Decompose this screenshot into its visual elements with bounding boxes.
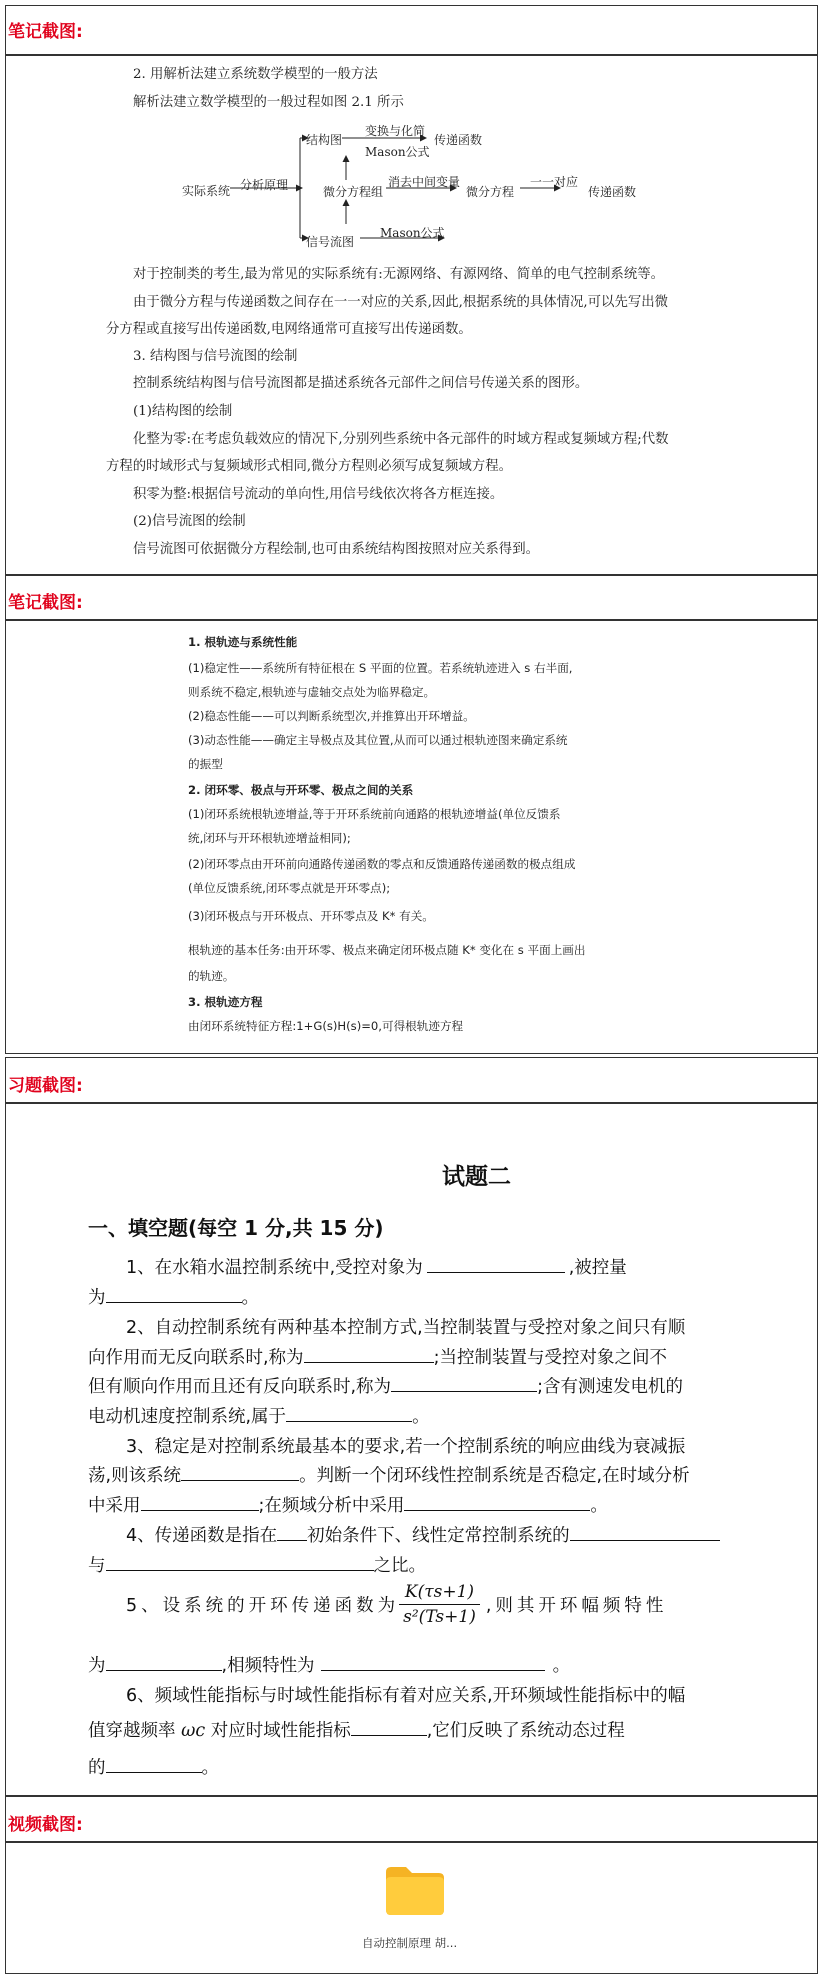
q6-blank-2[interactable] bbox=[106, 1755, 202, 1773]
video-label: 视频截图: bbox=[8, 1815, 83, 1835]
q3-text-d: 中采用 bbox=[88, 1496, 141, 1516]
q5-line1 bbox=[126, 1582, 667, 1627]
notes1-p4a: 化整为零:在考虑负载效应的情况下,分别列些系统中各元部件的时域方程或复频域方程;代数 bbox=[133, 432, 669, 447]
diag-mason-top: Mason公式 bbox=[365, 145, 430, 159]
notes2-l13: 由闭环系统特征方程:1+G(s)H(s)=0,可得根轨迹方程 bbox=[188, 1019, 464, 1033]
notes1-h32: (2)信号流图的绘制 bbox=[133, 514, 246, 529]
q2-line2 bbox=[88, 1344, 667, 1369]
q2-blank-1[interactable] bbox=[304, 1345, 434, 1363]
diag-diff-eq-group: 微分方程组 bbox=[323, 185, 384, 199]
q2-blank-3[interactable] bbox=[286, 1404, 412, 1422]
diag-eliminate-var: 消去中间变量 bbox=[388, 175, 461, 189]
q6-text-e: 的 bbox=[88, 1758, 106, 1778]
q2-text-e: ;含有测速发电机的 bbox=[537, 1377, 683, 1397]
diag-tf-top: 传递函数 bbox=[434, 133, 483, 147]
diag-tf-mid: 传递函数 bbox=[588, 185, 637, 199]
notes2-l4: (3)动态性能——确定主导极点及其位置,从而可以通过根轨迹图来确定系统 bbox=[188, 733, 568, 747]
q5-blank-1[interactable] bbox=[106, 1653, 222, 1671]
notes1-p6: 信号流图可依据微分方程绘制,也可由系统结构图按照对应关系得到。 bbox=[133, 542, 539, 557]
diag-transform-simplify: 变换与化简 bbox=[365, 124, 426, 138]
folder-name[interactable]: 自动控制原理 胡... bbox=[362, 1936, 458, 1950]
q4-text-b: 初始条件下、线性定常控制系统的 bbox=[307, 1526, 570, 1546]
folder-icon[interactable] bbox=[384, 1864, 446, 1916]
notes1-heading: 2. 用解析法建立系统数学模型的一般方法 bbox=[133, 67, 378, 82]
exercise-section-heading: 一、填空题(每空 1 分,共 15 分) bbox=[88, 1216, 384, 1240]
q4-line2 bbox=[88, 1552, 426, 1577]
notes2-h1: 1. 根轨迹与系统性能 bbox=[188, 635, 298, 649]
diag-signal-flow: 信号流图 bbox=[306, 235, 355, 249]
notes2-l2: 则系统不稳定,根轨迹与虚轴交点处为临界稳定。 bbox=[188, 685, 436, 699]
q4-blank-3[interactable] bbox=[106, 1553, 374, 1571]
q5-text-c: 为 bbox=[88, 1656, 106, 1676]
q5-numerator: K(τs+1) bbox=[399, 1582, 480, 1605]
q3-line2 bbox=[88, 1462, 690, 1487]
diag-one-to-one: 一一对应 bbox=[530, 175, 579, 189]
notes1-p3: 控制系统结构图与信号流图都是描述系统各元部件之间信号传递关系的图形。 bbox=[133, 376, 589, 391]
notes2-h2: 2. 闭环零、极点与开环零、极点之间的关系 bbox=[188, 783, 414, 797]
notes-label-1: 笔记截图: bbox=[8, 22, 83, 42]
q3-blank-3[interactable] bbox=[404, 1493, 590, 1511]
diag-mason-bottom: Mason公式 bbox=[380, 226, 445, 240]
q2-blank-2[interactable] bbox=[391, 1374, 537, 1392]
notes-frame-2 bbox=[5, 575, 818, 620]
q6-line2 bbox=[88, 1717, 625, 1742]
q2-text-d: 但有顺向作用而且还有反向联系时,称为 bbox=[88, 1377, 392, 1397]
q3-text-b: 荡,则该系统 bbox=[88, 1466, 182, 1486]
q1-text-a: 1、在水箱水温控制系统中,受控对象为 bbox=[126, 1258, 423, 1278]
q4-text-d: 之比。 bbox=[373, 1556, 426, 1576]
q1-text-c: 为 bbox=[88, 1288, 106, 1308]
notes2-l7: 统,闭环与开环根轨迹增益相同); bbox=[188, 831, 351, 845]
diag-analysis-principle: 分析原理 bbox=[240, 178, 289, 192]
q2-text-b: 向作用而无反向联系时,称为 bbox=[88, 1348, 304, 1368]
q1-blank-2[interactable] bbox=[106, 1285, 242, 1303]
q6-line1: 6、频域性能指标与时域性能指标有着对应关系,开环频域性能指标中的幅 bbox=[126, 1686, 686, 1706]
notes2-l5: 的振型 bbox=[188, 757, 223, 771]
video-frame bbox=[5, 1796, 818, 1842]
q4-blank-2[interactable] bbox=[570, 1523, 720, 1541]
notes1-p2a: 由于微分方程与传递函数之间存在一一对应的关系,因此,根据系统的具体情况,可以先写出微 bbox=[133, 295, 669, 310]
exercise-label: 习题截图: bbox=[8, 1076, 83, 1096]
q5-transfer-function bbox=[399, 1582, 480, 1627]
notes-frame-1 bbox=[5, 5, 818, 55]
notes-label-2: 笔记截图: bbox=[8, 593, 83, 613]
notes2-l6: (1)闭环系统根轨迹增益,等于开环系统前向通路的根轨迹增益(单位反馈系 bbox=[188, 807, 561, 821]
exercise-title: 试题二 bbox=[442, 1164, 511, 1190]
q6-text-b: 值穿越频率 bbox=[88, 1721, 176, 1741]
q2-line3 bbox=[88, 1373, 683, 1398]
q2-line4 bbox=[88, 1403, 430, 1428]
q3-line1: 3、稳定是对控制系统最基本的要求,若一个控制系统的响应曲线为衰减振 bbox=[126, 1437, 686, 1457]
notes2-h3: 3. 根轨迹方程 bbox=[188, 995, 263, 1009]
q5-blank-2[interactable] bbox=[321, 1653, 545, 1671]
q4-blank-1[interactable] bbox=[277, 1523, 307, 1541]
notes2-l12: 的轨迹。 bbox=[188, 969, 235, 983]
q3-text-c: 。判断一个闭环线性控制系统是否稳定,在时域分析 bbox=[299, 1466, 690, 1486]
q5-text-a: 5、设系统的开环传递函数为 bbox=[126, 1596, 400, 1616]
notes1-intro: 解析法建立数学模型的一般过程如图 2.1 所示 bbox=[133, 95, 404, 110]
q1-line1 bbox=[126, 1254, 627, 1279]
q3-line3 bbox=[88, 1492, 608, 1517]
q1-line2 bbox=[88, 1284, 259, 1309]
diag-diff-eq: 微分方程 bbox=[466, 185, 515, 199]
q6-omega-symbol: ωc bbox=[181, 1721, 206, 1741]
q4-line1 bbox=[126, 1522, 720, 1547]
q2-text-g: 。 bbox=[412, 1407, 430, 1427]
notes2-l11: 根轨迹的基本任务:由开环零、极点来确定闭环极点随 K* 变化在 s 平面上画出 bbox=[188, 943, 586, 957]
notes2-l9: (单位反馈系统,闭环零点就是开环零点); bbox=[188, 881, 391, 895]
q4-text-c: 与 bbox=[88, 1556, 106, 1576]
q4-text-a: 4、传递函数是指在 bbox=[126, 1526, 278, 1546]
q1-blank-1[interactable] bbox=[427, 1255, 565, 1273]
q6-text-c: 对应时域性能指标 bbox=[210, 1721, 351, 1741]
notes2-l10: (3)闭环极点与开环极点、开环零点及 K* 有关。 bbox=[188, 909, 434, 923]
q2-text-f: 电动机速度控制系统,属于 bbox=[88, 1407, 287, 1427]
diag-block-diagram: 结构图 bbox=[306, 133, 343, 147]
q1-text-b: ,被控量 bbox=[568, 1258, 627, 1278]
exercise-frame bbox=[5, 1057, 818, 1103]
q1-text-d: 。 bbox=[241, 1288, 259, 1308]
notes2-l8: (2)闭环零点由开环前向通路传递函数的零点和反馈通路传递函数的极点组成 bbox=[188, 857, 576, 871]
notes1-h3: 3. 结构图与信号流图的绘制 bbox=[133, 349, 298, 364]
notes1-p4b: 方程的时域形式与复频域形式相同,微分方程则必须写成复频域方程。 bbox=[106, 459, 512, 474]
q6-blank-1[interactable] bbox=[351, 1718, 427, 1736]
q3-blank-2[interactable] bbox=[141, 1493, 259, 1511]
notes2-l1: (1)稳定性——系统所有特征根在 S 平面的位置。若系统轨迹进入 s 右半面, bbox=[188, 661, 573, 675]
q6-line3 bbox=[88, 1754, 219, 1779]
q3-blank-1[interactable] bbox=[181, 1463, 299, 1481]
notes1-p2b: 分方程或直接写出传递函数,电网络通常可直接写出传递函数。 bbox=[106, 322, 472, 337]
q6-text-d: ,它们反映了系统动态过程 bbox=[426, 1721, 625, 1741]
q2-line1: 2、自动控制系统有两种基本控制方式,当控制装置与受控对象之间只有顺 bbox=[126, 1318, 686, 1338]
notes1-h31: (1)结构图的绘制 bbox=[133, 404, 233, 419]
q5-text-b: ,则其开环幅频特性 bbox=[485, 1596, 668, 1616]
q2-text-c: ;当控制装置与受控对象之间不 bbox=[433, 1348, 667, 1368]
notes2-l3: (2)稳态性能——可以判断系统型次,并推算出开环增益。 bbox=[188, 709, 475, 723]
q3-text-f: 。 bbox=[590, 1496, 608, 1516]
notes1-p1: 对于控制类的考生,最为常见的实际系统有:无源网络、有源网络、简单的电气控制系统等。 bbox=[133, 267, 664, 282]
q3-text-e: ;在频域分析中采用 bbox=[258, 1496, 405, 1516]
q6-text-f: 。 bbox=[201, 1758, 219, 1778]
q5-text-d: ,相频特性为 bbox=[221, 1656, 315, 1676]
notes1-p5: 积零为整:根据信号流动的单向性,用信号线依次将各方框连接。 bbox=[133, 487, 504, 502]
q5-line2 bbox=[88, 1652, 570, 1677]
q5-denominator: s²(Ts+1) bbox=[403, 1607, 476, 1627]
diag-actual-system: 实际系统 bbox=[182, 184, 231, 198]
q5-text-e: 。 bbox=[552, 1656, 571, 1676]
